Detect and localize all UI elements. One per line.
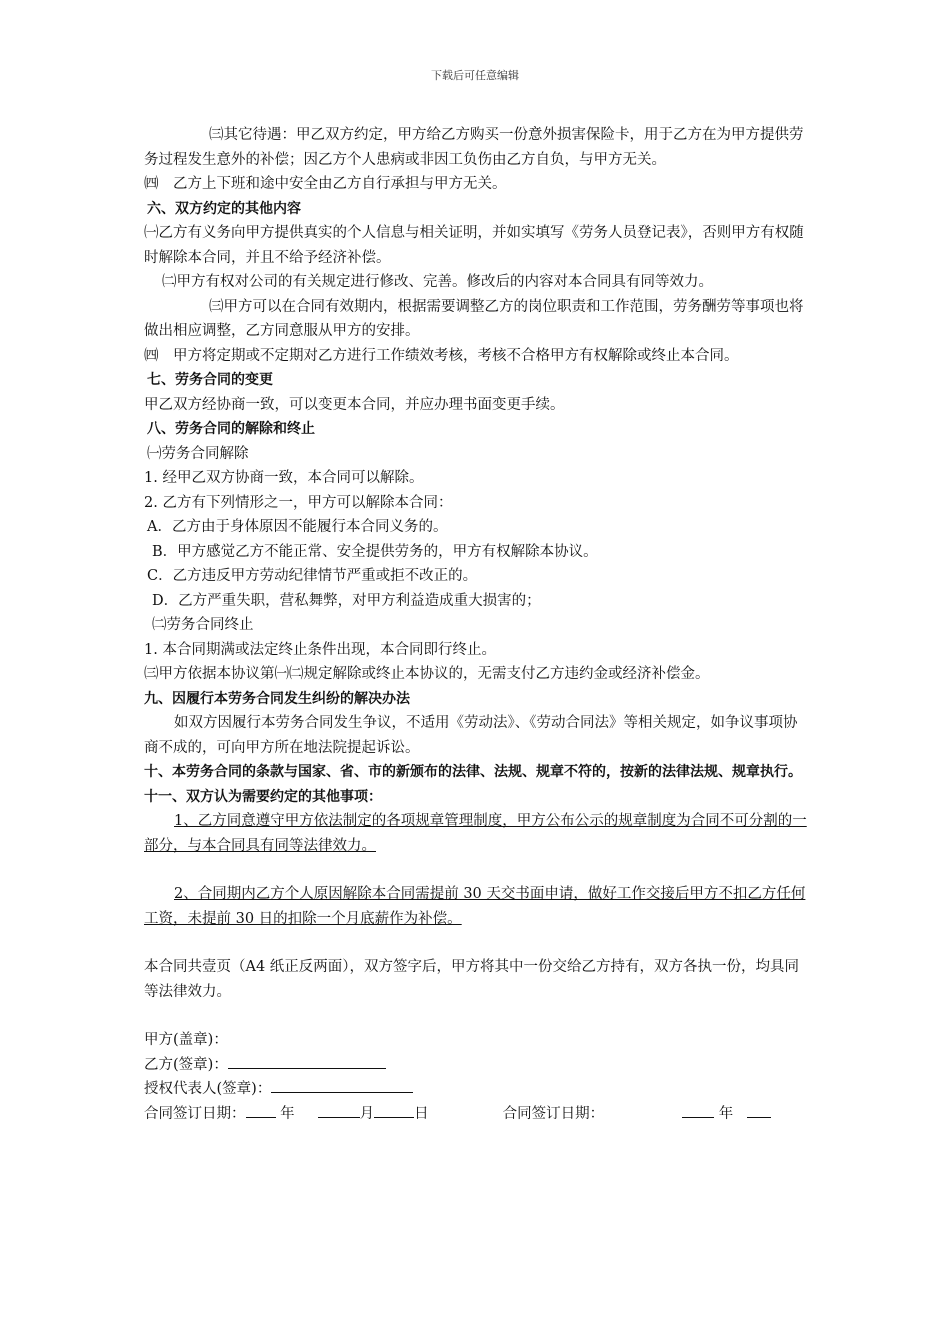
sign-date-label-1: 合同签订日期：: [144, 1105, 246, 1122]
section-11-item-1-text: 1、乙方同意遵守甲方依法制定的各项规章管理制度，甲方公布公示的规章制度为合同不可分割的一部分，与本合同具有同等法律效力。: [144, 813, 807, 854]
paragraph-other-benefits: ㈢其它待遇：甲乙双方约定，甲方给乙方购买一份意外损害保险卡，用于乙方在为甲方提供劳务过程发生意外的补偿；因乙方个人患病或非因工负伤由乙方自负，与甲方无关。: [144, 127, 804, 168]
section-6-item-1: ㈠乙方有义务向甲方提供真实的个人信息与相关证明，并如实填写《劳务人员登记表》，否则甲方有权随时解除本合同，并且不给予经济补偿。: [144, 225, 804, 266]
section-8-sub-c: ㈢甲方依据本协议第㈠㈡规定解除或终止本协议的，无需支付乙方违约金或经济补偿金。: [144, 666, 710, 682]
representative-signature-row: [144, 1077, 808, 1102]
section-11-item-2-text: 2、合同期内乙方个人原因解除本合同需提前 30 天交书面申请，做好工作交接后甲方不扣乙方任何工资，未提前 30 日的扣除一个月底薪作为补偿。: [144, 886, 806, 927]
day-label-1: 日: [414, 1105, 429, 1122]
representative-signature-label: 授权代表人(签章)：: [144, 1081, 272, 1097]
section-8-item-D: D．乙方严重失职，营私舞弊，对甲方利益造成重大损害的；: [152, 592, 541, 609]
month-field-2[interactable]: [747, 1102, 771, 1118]
section-9-item-1: 如双方因履行本劳务合同发生争议，不适用《劳动法》、《劳动合同法》等相关规定，如争议事项协商不成的，可向甲方所在地法院提起诉讼。: [144, 715, 798, 756]
party-b-signature-label: 乙方(签章)：: [144, 1056, 228, 1073]
section-6-item-2: ㈡甲方有权对公司的有关规定进行修改、完善。修改后的内容对本合同具有同等效力。: [162, 274, 713, 290]
section-8-a-item-1: 1. 经甲乙双方协商一致，本合同可以解除。: [144, 470, 424, 486]
section-8-item-A: A．乙方由于身体原因不能履行本合同义务的。: [147, 519, 448, 535]
month-label-1: 月: [359, 1105, 375, 1122]
section-6-item-3: ㈢甲方可以在合同有效期内，根据需要调整乙方的岗位职责和工作范围，劳务酬劳等事项也将做出相应调整，乙方同意服从甲方的安排。: [144, 298, 804, 339]
month-field-1[interactable]: [318, 1102, 360, 1118]
section-11-item-1: [144, 809, 808, 858]
section-8-b-item-1: 1. 本合同期满或法定终止条件出现，本合同即行终止。: [144, 641, 496, 658]
section-9-title: 九、因履行本劳务合同发生纠纷的解决办法: [144, 690, 410, 707]
spacer: [144, 931, 808, 955]
year-field-2[interactable]: [682, 1102, 714, 1118]
section-11-item-2: [144, 882, 808, 931]
spacer: [144, 858, 808, 882]
section-11-title: 十一、双方认为需要约定的其他事项：: [144, 788, 382, 805]
year-label-1: 年: [280, 1105, 295, 1122]
section-8-item-B: B．甲方感觉乙方不能正常、安全提供劳务的，甲方有权解除本协议。: [152, 543, 598, 560]
closing-paragraph: 本合同共壹页（A4 纸正反两面），双方签字后，甲方将其中一份交给乙方持有，双方各执一份，均具同等法律效力。: [144, 959, 800, 1000]
section-8-a-item-2: 2. 乙方有下列情形之一，甲方可以解除本合同：: [144, 494, 453, 511]
paragraph-commute-safety: ㈣ 乙方上下班和途中安全由乙方自行承担与甲方无关。: [144, 176, 507, 192]
sign-date-row: [144, 1102, 808, 1127]
party-b-signature-field[interactable]: [228, 1053, 386, 1069]
section-8-sub-a: ㈠劳务合同解除: [147, 445, 249, 462]
section-7-title: 七、劳务合同的变更: [147, 372, 273, 388]
section-7-item-1: 甲乙双方经协商一致，可以变更本合同，并应办理书面变更手续。: [144, 396, 565, 413]
spacer: [144, 1004, 808, 1028]
section-10-title: 十、本劳务合同的条款与国家、省、市的新颁布的法律、法规、规章不符的，按新的法律法规、规章执行。: [144, 764, 802, 780]
year-field-1[interactable]: [246, 1102, 276, 1118]
page-header: 下载后可任意编辑: [431, 69, 519, 82]
party-a-seal: 甲方(盖章)：: [144, 1032, 228, 1048]
representative-signature-field[interactable]: [271, 1077, 413, 1093]
section-8-sub-b: ㈡劳务合同终止: [152, 617, 254, 633]
day-field-1[interactable]: [374, 1102, 414, 1118]
sign-date-label-2: 合同签订日期：: [502, 1105, 605, 1122]
section-8-item-C: C．乙方违反甲方劳动纪律情节严重或拒不改正的。: [147, 568, 478, 584]
document-body: [144, 123, 808, 1126]
section-8-title: 八、劳务合同的解除和终止: [147, 421, 315, 437]
party-b-signature-row: [144, 1053, 808, 1078]
section-6-title: 六、双方约定的其他内容: [147, 200, 301, 217]
section-6-item-4: ㈣ 甲方将定期或不定期对乙方进行工作绩效考核，考核不合格甲方有权解除或终止本合同。: [144, 347, 739, 364]
year-label-2: 年: [718, 1105, 734, 1122]
